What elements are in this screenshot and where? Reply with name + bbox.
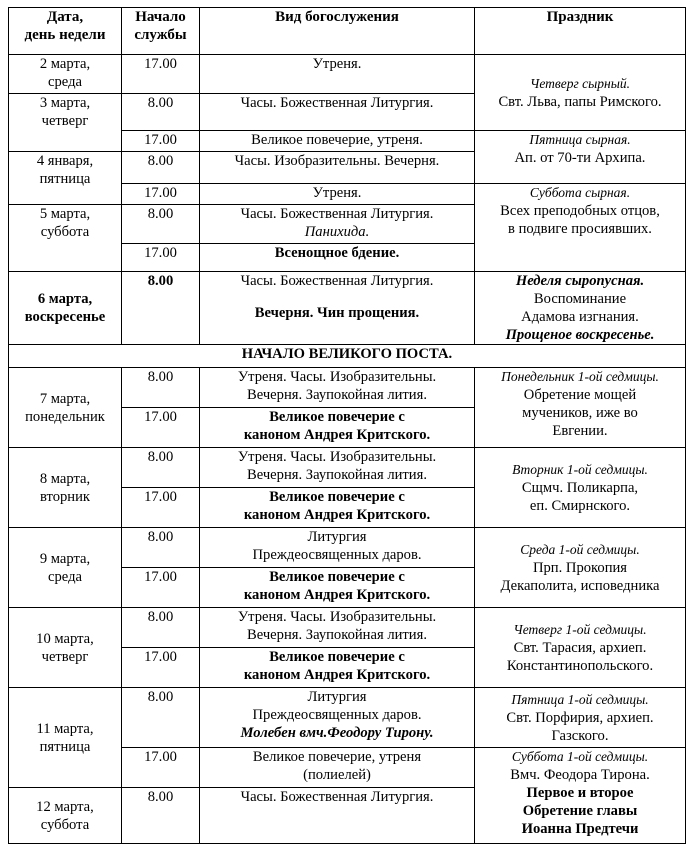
- table-row: [9, 688, 686, 748]
- schedule-table: [8, 7, 686, 844]
- date-cell: 11 марта, пятница: [9, 688, 122, 788]
- service-cell: Великое повечерие с каноном Андрея Критского.: [200, 408, 475, 448]
- feast-cell: Неделя сыропусная. Воспоминание Адамова изгнания. Прощеное воскресенье.: [475, 272, 686, 345]
- time-cell: 17.00: [122, 748, 200, 788]
- service-cell: Великое повечерие, утреня (полиелей): [200, 748, 475, 788]
- date-cell: 10 марта, четверг: [9, 608, 122, 688]
- table-row: [9, 528, 686, 568]
- time-cell: 8.00: [122, 788, 200, 844]
- service-cell: Часы. Божественная Литургия.: [200, 788, 475, 844]
- time-cell: 8.00: [122, 205, 200, 244]
- time-cell: 8.00: [122, 528, 200, 568]
- date-cell: 3 марта, четверг: [9, 94, 122, 152]
- feast-cell: Понедельник 1-ой седмицы. Обретение мощей мучеников, иже во Евгении.: [475, 368, 686, 448]
- service-cell: Утреня. Часы. Изобразительны. Вечерня. Заупокойная лития.: [200, 608, 475, 648]
- section-title: НАЧАЛО ВЕЛИКОГО ПОСТА.: [9, 345, 686, 368]
- date-cell: 4 января, пятница: [9, 152, 122, 205]
- section-row: [9, 345, 686, 368]
- feast-cell: Четверг сырный. Свт. Льва, папы Римского.: [475, 55, 686, 131]
- header-feast: Праздник: [475, 8, 686, 55]
- service-cell: Литургия Преждеосвященных даров.: [200, 528, 475, 568]
- time-cell: 17.00: [122, 131, 200, 152]
- date-cell: 2 марта, среда: [9, 55, 122, 94]
- table-row: [9, 55, 686, 94]
- table-row: [9, 272, 686, 345]
- date-cell: 12 марта, суббота: [9, 788, 122, 844]
- time-cell: 8.00: [122, 94, 200, 131]
- time-cell: 8.00: [122, 448, 200, 488]
- service-cell: Утреня. Часы. Изобразительны. Вечерня. Заупокойная лития.: [200, 368, 475, 408]
- table-row: [9, 608, 686, 648]
- service-cell: Великое повечерие, утреня.: [200, 131, 475, 152]
- service-cell: Всенощное бдение.: [200, 244, 475, 272]
- service-cell: Литургия Преждеосвященных даров. Молебен вмч.Феодору Тирону.: [200, 688, 475, 748]
- time-cell: 17.00: [122, 568, 200, 608]
- service-cell: Великое повечерие с каноном Андрея Критского.: [200, 648, 475, 688]
- service-cell: Утреня. Часы. Изобразительны. Вечерня. Заупокойная лития.: [200, 448, 475, 488]
- service-cell: Часы. Изобразительны. Вечерня.: [200, 152, 475, 184]
- feast-cell: Пятница 1-ой седмицы. Свт. Порфирия, архиеп. Газского.: [475, 688, 686, 748]
- time-cell: 17.00: [122, 408, 200, 448]
- date-cell: 7 марта, понедельник: [9, 368, 122, 448]
- table-row: [9, 448, 686, 488]
- feast-cell: Суббота сырная. Всех преподобных отцов, в подвиге просиявших.: [475, 184, 686, 272]
- service-cell: Часы. Божественная Литургия.: [200, 94, 475, 131]
- service-cell: Утреня.: [200, 184, 475, 205]
- time-cell: 8.00: [122, 608, 200, 648]
- feast-cell: Среда 1-ой седмицы. Прп. Прокопия Декаполита, исповедника: [475, 528, 686, 608]
- time-cell: 17.00: [122, 55, 200, 94]
- feast-cell: Вторник 1-ой седмицы. Сщмч. Поликарпа, еп. Смирнского.: [475, 448, 686, 528]
- header-start-time: Начало службы: [122, 8, 200, 55]
- feast-cell: Пятница сырная. Ап. от 70-ти Архипа.: [475, 131, 686, 184]
- service-cell: Часы. Божественная Литургия. Вечерня. Чин прощения.: [200, 272, 475, 345]
- service-cell: Великое повечерие с каноном Андрея Критского.: [200, 568, 475, 608]
- time-cell: 8.00: [122, 272, 200, 345]
- time-cell: 8.00: [122, 688, 200, 748]
- table-row: [9, 368, 686, 408]
- time-cell: 17.00: [122, 648, 200, 688]
- header-service: Вид богослужения: [200, 8, 475, 55]
- feast-cell: Четверг 1-ой седмицы. Свт. Тарасия, архиеп. Константинопольского.: [475, 608, 686, 688]
- time-cell: 17.00: [122, 184, 200, 205]
- time-cell: 17.00: [122, 244, 200, 272]
- service-cell: Часы. Божественная Литургия. Панихида.: [200, 205, 475, 244]
- service-cell: Великое повечерие с каноном Андрея Критского.: [200, 488, 475, 528]
- date-cell: 6 марта, воскресенье: [9, 272, 122, 345]
- header-date: Дата, день недели: [9, 8, 122, 55]
- date-cell: 8 марта, вторник: [9, 448, 122, 528]
- time-cell: 8.00: [122, 152, 200, 184]
- feast-cell: Суббота 1-ой седмицы. Вмч. Феодора Тирона. Первое и второе Обретение главы Иоанна Предтечи: [475, 748, 686, 844]
- service-cell: Утреня.: [200, 55, 475, 94]
- date-cell: 5 марта, суббота: [9, 205, 122, 272]
- time-cell: 8.00: [122, 368, 200, 408]
- date-cell: 9 марта, среда: [9, 528, 122, 608]
- time-cell: 17.00: [122, 488, 200, 528]
- header-row: [9, 8, 686, 55]
